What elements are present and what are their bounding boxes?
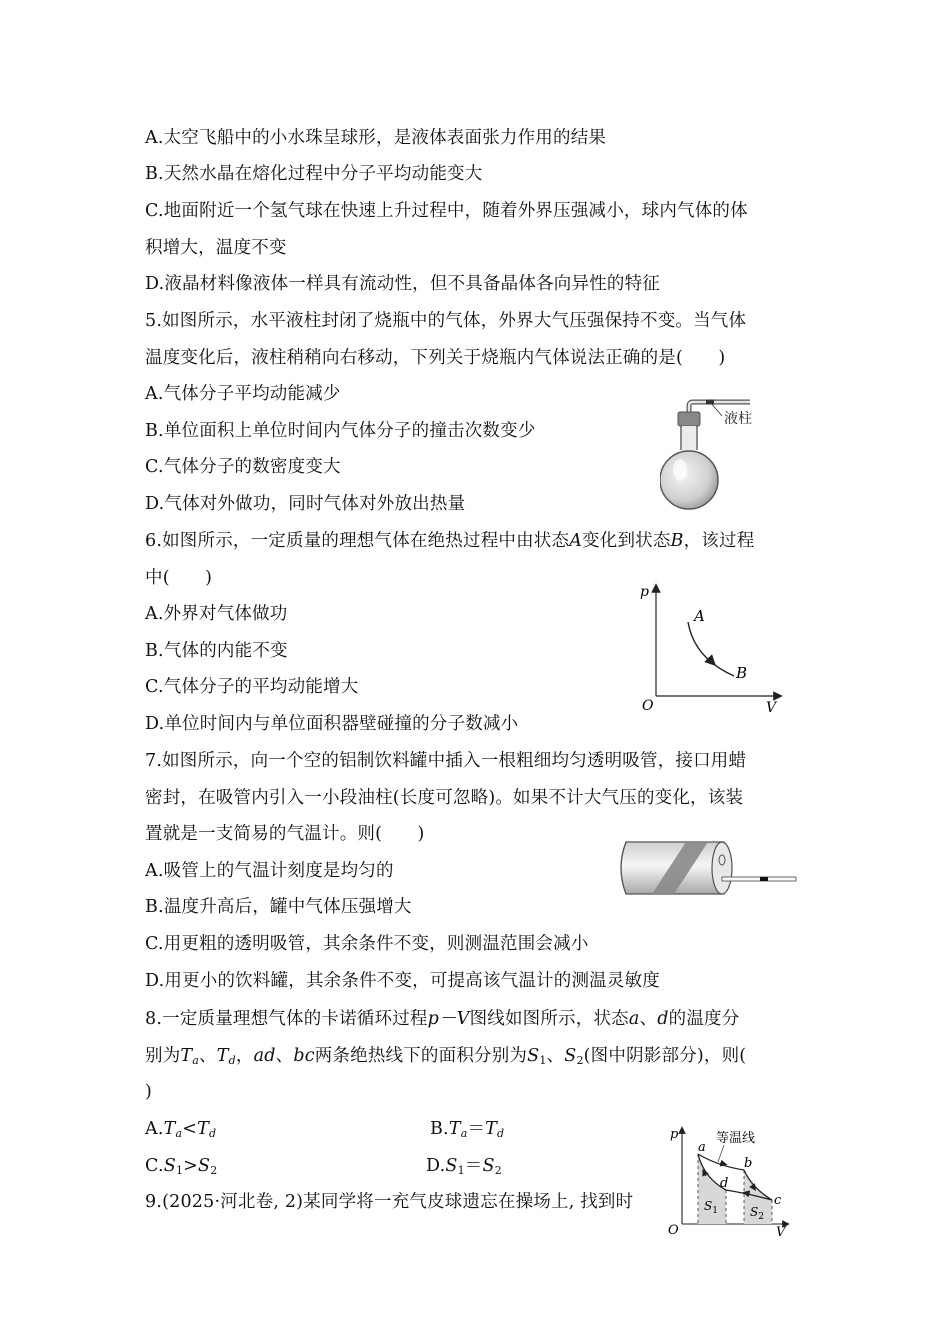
point-c-label: c — [774, 1193, 782, 1208]
q8-stem-text-6: (图中阴影部分)，则( — [583, 1046, 747, 1066]
q8-sep-4: 、 — [275, 1046, 294, 1066]
state-a-label: A — [694, 607, 705, 625]
q8-option-d-prefix: D. — [426, 1156, 446, 1176]
q8-option-d-sub1: 1 — [457, 1164, 465, 1177]
q8-stem-text-1: 8.一定质量理想气体的卡诺循环过程 — [145, 1009, 428, 1029]
q8-option-d-s2: S — [482, 1156, 495, 1176]
q5-stem-line1: 5.如图所示，水平液柱封闭了烧瓶中的气体，外界大气压强保持不变。当气体 — [145, 311, 747, 331]
q8-option-c — [145, 1154, 217, 1183]
q8-sep-2: 、 — [199, 1046, 217, 1066]
q7-stem-line3: 置就是一支简易的气温计。则( ) — [145, 824, 425, 844]
q8-ta-sub: a — [192, 1054, 200, 1067]
q7-option-a: A.吸管上的气温计刻度是均匀的 — [145, 861, 394, 881]
q5-stem-line2: 温度变化后，液柱稍稍向右移动，下列关于烧瓶内气体说法正确的是( ) — [145, 348, 726, 368]
can-thermometer-figure — [612, 838, 802, 900]
q6-option-b: B.气体的内能不变 — [145, 641, 288, 661]
q8-stem-text-4: 别为 — [145, 1046, 181, 1066]
q6-option-c: C.气体分子的平均动能增大 — [145, 677, 359, 697]
q8-ta-symbol: T — [180, 1046, 193, 1066]
q5-option-d: D.气体对外做功，同时气体对外放出热量 — [145, 494, 466, 514]
q8-td-sub: d — [228, 1054, 236, 1067]
q8-stem-line3: ) — [145, 1082, 153, 1102]
carnot-cycle-figure — [662, 1124, 792, 1240]
q8-option-d — [426, 1154, 502, 1183]
q8-option-b-t2: T — [485, 1119, 498, 1139]
isotherm-label: 等温线 — [716, 1131, 756, 1146]
q4-option-b: B.天然水晶在熔化过程中分子平均动能变大 — [145, 164, 483, 184]
straw — [722, 877, 796, 881]
q8-option-a-t1: T — [163, 1119, 176, 1139]
q8-stem-text-3: 的温度分 — [668, 1009, 740, 1029]
q8-option-d-s1: S — [445, 1156, 458, 1176]
q6-state-a: A — [569, 531, 583, 551]
q8-sep-1: 、 — [639, 1009, 658, 1029]
s1-label-s: S — [704, 1199, 713, 1213]
carnot-origin-label: O — [668, 1223, 679, 1238]
q8-pv-text: p－V — [427, 1009, 470, 1029]
q8-stem-text-2: 图线如图所示，状态 — [469, 1009, 629, 1029]
q8-s2-sub: 2 — [576, 1054, 584, 1067]
q6-option-d: D.单位时间内与单位面积器壁碰撞的分子数减小 — [145, 714, 519, 734]
q6-stem-line2: 中( ) — [145, 568, 213, 588]
q8-option-c-sub2: 2 — [210, 1164, 218, 1177]
q8-option-b — [430, 1117, 504, 1146]
q8-ad-text: ad — [253, 1046, 276, 1066]
flask-bulb — [660, 451, 718, 509]
p-axis-label: p — [640, 584, 649, 600]
q7-option-c: C.用更粗的透明吸管，其余条件不变，则测温范围会减小 — [145, 934, 589, 954]
flask-figure — [660, 392, 780, 514]
q6-stem-line1 — [145, 529, 754, 553]
point-d-label: d — [720, 1176, 729, 1191]
stopper — [678, 412, 700, 426]
q7-stem-line1: 7.如图所示，向一个空的铝制饮料罐中插入一根粗细均匀透明吸管，接口用蜡 — [145, 751, 747, 771]
q8-sep-5: 、 — [546, 1046, 565, 1066]
carnot-p-label: p — [670, 1127, 679, 1142]
q8-option-a-op: < — [182, 1119, 198, 1139]
q6-stem-text-1: 6.如图所示，一定质量的理想气体在绝热过程中由状态 — [145, 531, 570, 551]
q8-option-c-prefix: C. — [145, 1156, 164, 1176]
s2-label-s: S — [750, 1205, 759, 1219]
q8-state-d: d — [657, 1009, 669, 1029]
s2-label-sub: 2 — [758, 1212, 764, 1222]
q6-stem-text-3: ，该过程 — [683, 531, 755, 551]
q8-option-d-op: ＝ — [464, 1156, 483, 1176]
origin-label: O — [642, 698, 654, 714]
q8-stem-line2 — [145, 1044, 746, 1073]
oil-column — [760, 877, 768, 881]
q5-option-c: C.气体分子的数密度变大 — [145, 457, 341, 477]
q8-option-c-s1: S — [163, 1156, 176, 1176]
q8-option-a — [145, 1117, 216, 1146]
q8-stem-text-5: 两条绝热线下的面积分别为 — [314, 1046, 528, 1066]
q6-state-b: B — [670, 531, 684, 551]
q8-option-a-sub2: d — [209, 1127, 217, 1140]
q8-option-c-s2: S — [198, 1156, 211, 1176]
q8-option-b-t1: T — [448, 1119, 461, 1139]
q6-option-a: A.外界对气体做功 — [145, 604, 288, 624]
q9-stem-line1: 9.(2025·河北卷, 2)某同学将一充气皮球遗忘在操场上, 找到时 — [145, 1192, 634, 1212]
q7-option-b: B.温度升高后，罐中气体压强增大 — [145, 897, 412, 917]
s1-label-sub: 1 — [712, 1206, 718, 1216]
adiabatic-curve — [688, 622, 734, 676]
state-b-label: B — [736, 664, 748, 682]
q6-stem-text-2: 变化到状态 — [582, 531, 671, 551]
q8-option-c-sub1: 1 — [175, 1164, 184, 1177]
q8-bc-text: bc — [293, 1046, 315, 1066]
q4-option-c-line1: C.地面附近一个氢气球在快速上升过程中，随着外界压强减小，球内气体的体 — [145, 201, 748, 221]
q5-option-b: B.单位面积上单位时间内气体分子的撞击次数变少 — [145, 421, 536, 441]
q8-sep-3: ， — [235, 1046, 254, 1066]
q8-option-d-sub2: 2 — [494, 1164, 502, 1177]
carnot-v-label: V — [776, 1225, 786, 1240]
can-end — [712, 842, 732, 894]
q8-stem-line1 — [145, 1007, 739, 1031]
q8-option-b-op: ＝ — [467, 1119, 486, 1139]
q8-option-b-sub1: a — [460, 1127, 468, 1140]
point-b-label: b — [744, 1156, 753, 1171]
q8-option-c-op: > — [183, 1156, 199, 1176]
q7-stem-line2: 密封，在吸管内引入一小段油柱(长度可忽略)。如果不计大气压的变化，该装 — [145, 788, 744, 808]
isotherm-ab — [698, 1154, 744, 1170]
q8-s1-symbol: S — [527, 1046, 540, 1066]
q8-option-b-sub2: d — [497, 1127, 505, 1140]
v-axis-label: V — [766, 700, 777, 715]
liquid-column-label: 液柱 — [724, 411, 752, 427]
pv-adiabatic-figure — [630, 580, 790, 715]
q8-td-symbol: T — [216, 1046, 229, 1066]
point-a-label: a — [698, 1140, 706, 1155]
q8-option-b-prefix: B. — [430, 1119, 449, 1139]
q5-option-a: A.气体分子平均动能减少 — [145, 384, 341, 404]
q8-option-a-prefix: A. — [145, 1119, 164, 1139]
q8-s1-sub: 1 — [539, 1054, 547, 1067]
q4-option-a: A.太空飞船中的小水珠呈球形，是液体表面张力作用的结果 — [145, 128, 607, 148]
q8-option-a-t2: T — [197, 1119, 209, 1139]
q7-option-d: D.用更小的饮料罐，其余条件不变，可提高该气温计的测温灵敏度 — [145, 971, 660, 991]
q4-option-d: D.液晶材料像液体一样具有流动性，但不具备晶体各向异性的特征 — [145, 274, 660, 294]
q4-option-c-line2: 积增大，温度不变 — [145, 238, 287, 258]
q8-option-a-sub1: a — [175, 1127, 183, 1140]
q8-s2-symbol: S — [564, 1046, 577, 1066]
q8-state-a: a — [628, 1009, 640, 1029]
